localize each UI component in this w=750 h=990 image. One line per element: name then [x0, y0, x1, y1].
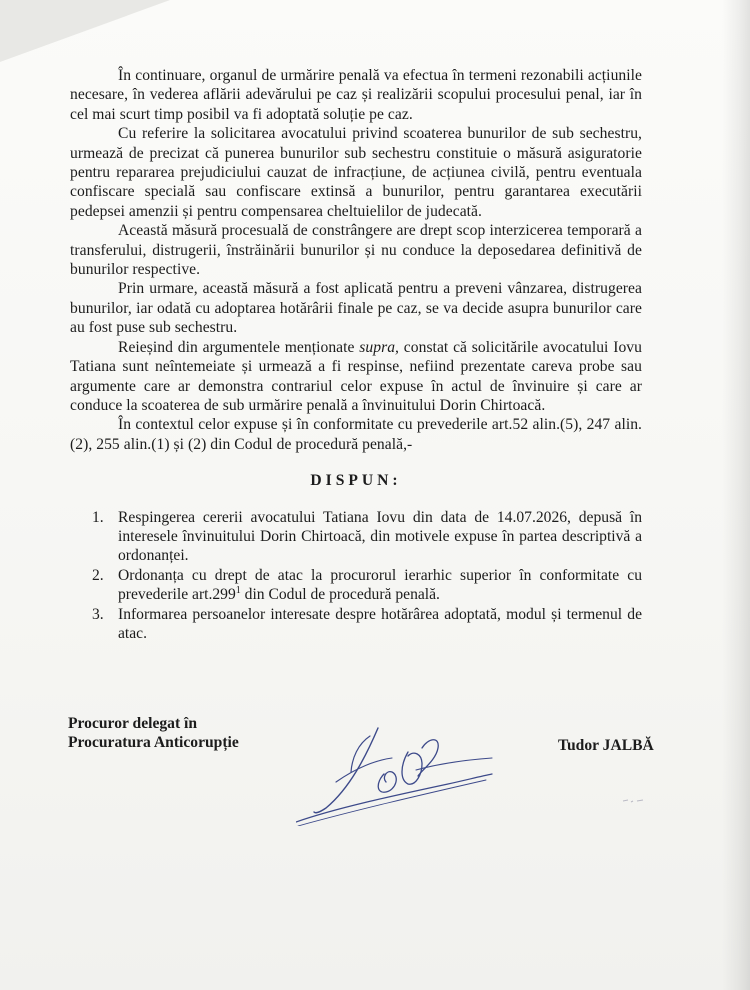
decision-number: 3.: [92, 605, 104, 623]
signer-role-line-2: Procuratura Anticorupție: [68, 734, 239, 752]
decision-text-after: din Codul de procedură penală.: [240, 586, 440, 604]
decision-number: 1.: [92, 508, 104, 526]
paragraph-seizure-reference: Cu referire la solicitarea avocatului privind scoaterea bunurilor de sub sechestru, urmează de precizat că punerea bunurilor sub sechestru constituie o măsură asiguratorie pentru repararea prejudiciului cauzat de infracțiune, de acțiunea civilă, pentru eventuala confiscare specială sau confiscare extinsă a bunurilor, pentru garantarea executării pedepsei amenzii și pentru compensarea cheltuielilor de judecată.: [70, 125, 642, 220]
paragraph-continuation: În continuare, organul de urmărire penală va efectua în termeni rezonabili acțiunile necesare, în vederea aflării adevărului pe caz și realizării scopului procesului penal, iar în cel mai scurt timp posibil va fi adoptată soluție pe caz.: [70, 67, 642, 123]
signer-role-line-1: Procuror delegat în: [68, 715, 198, 732]
handwritten-signature: [296, 722, 526, 826]
signer-role: [68, 714, 328, 753]
document-body: [70, 66, 642, 643]
supra-before: Reieșind din argumentele menționate: [118, 338, 360, 356]
paragraph-measure-purpose: Această măsură procesuală de constrângere are drept scop interzicerea temporară a transferului, distrugerii, înstrăinării bunurilor și nu conduce la deposedarea definitivă de bunurilor respective.: [70, 222, 642, 279]
signer-name: Tudor JALBĂ: [558, 737, 654, 754]
decision-list: [70, 508, 642, 644]
decision-item-1: [70, 508, 642, 566]
decision-number: 2.: [92, 566, 104, 584]
signature-block: [68, 714, 668, 824]
decision-text-before: Ordonanța cu drept de atac la procurorul ierarhic superior în conformitate cu prevederile art.299: [118, 566, 642, 604]
supra-emphasis: supra,: [359, 338, 399, 356]
page-corner-fold: [0, 0, 170, 62]
supra-after: constat că solicitările avocatului Iovu Tatiana sunt neîntemeiate și urmează a fi respinse, nefiind prezentate careva probe sau argumente care ar demonstra contrariul celor expuse în actul de învinuire și care ar conduce la scoaterea de sub urmărire penală a învinuitului Dorin Chirtoacă.: [70, 338, 642, 414]
article-superscript: 1: [235, 584, 241, 596]
decision-text: Informarea persoanelor interesate despre hotărârea adoptată, modul și termenul de atac.: [118, 605, 642, 642]
dispun-heading: DISPUN:: [310, 472, 402, 490]
paragraph-legal-basis: În contextul celor expuse și în conformitate cu prevederile art.52 alin.(5), 247 alin.(2), 255 alin.(1) și (2) din Codul de procedură penală,-: [70, 416, 642, 453]
decision-text: Respingerea cererii avocatului Tatiana Iovu din data de 14.07.2026, depusă în interesele învinuitului Dorin Chirtoacă, din motivele expuse în partea descriptivă a ordonanței.: [118, 508, 642, 565]
page-edge-shadow: [722, 0, 750, 990]
decision-item-3: [70, 605, 642, 644]
paper-mark: [622, 798, 644, 804]
paragraph-consequently: Prin urmare, această măsură a fost aplicată pentru a preveni vânzarea, distrugerea bunurilor, iar odată cu adoptarea hotărârii finale pe caz, se va decide asupra bunurilor care au fost puse sub sechestru.: [70, 280, 642, 337]
paragraph-arguments-supra: [70, 338, 642, 416]
decision-item-2: [70, 566, 642, 605]
